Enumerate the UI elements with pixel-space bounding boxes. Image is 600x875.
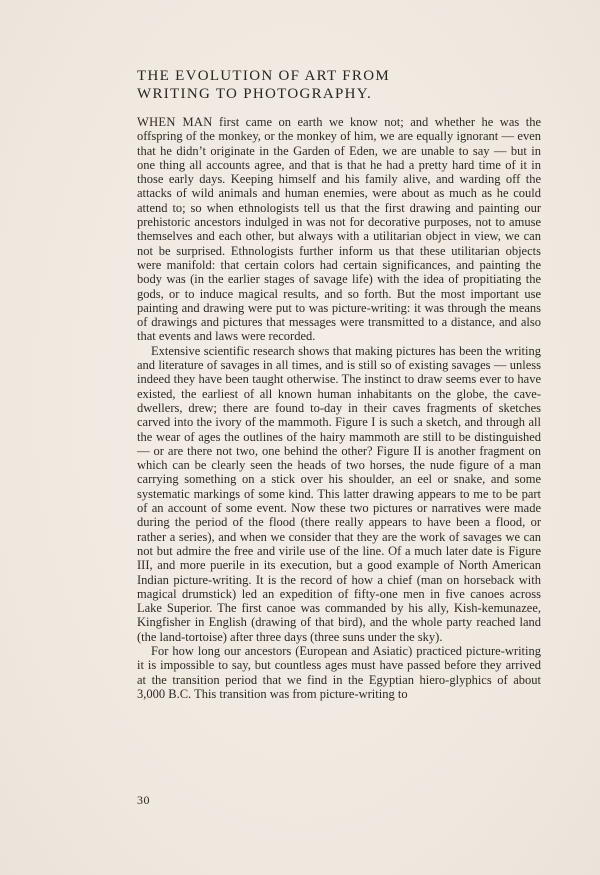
paragraph-1-lead: WHEN MAN (137, 115, 213, 129)
title-line-1: THE EVOLUTION OF ART FROM (137, 68, 390, 84)
page-title (137, 67, 541, 103)
paragraph-2: Extensive scientific research shows that making pictures has been the writing and literature of savages in all times, and is still so of existing savages — unless indeed they have been taught otherwise. The instinct to draw seems ever to have existed, the earliest of all known human inhabitants on the globe, the cave-dwellers, drew; there are found to-day in their caves fragments of sketches carved into the ivory of the mammoth. Figure I is such a sketch, and through all the wear of ages the outlines of the hairy mammoth are still to be distinguished — or are there not two, one behind the other? Figure II is another fragment on which can be clearly seen the heads of two horses, the nude figure of a man carrying something on a stick over his shoulder, an eel or snake, and some systematic markings of some kind. This latter drawing appears to me to be part of an account of some event. Now these two pictures or narratives were made during the period of the flood (there really appears to have been a flood, or rather a series), and when we consider that they are the work of savages we can not but admire the free and virile use of the line. Of a much later date is Figure III, and more puerile in its execution, but a good example of North American Indian picture-writing. It is the record of how a chief (man on horseback with magical drumstick) led an expedition of fifty-one men in five canoes across Lake Superior. The first canoe was commanded by his ally, Kish-kemunazee, Kingfisher in English (drawing of that bird), and the whole party reached land (the land-tortoise) after three days (three suns under the sky). (137, 343, 541, 644)
paragraph-3: For how long our ancestors (European and Asiatic) practiced picture-writing it is impossible to say, but countless ages must have passed before they arrived at the transition period that we find in the Egyptian hiero-glyphics of about 3,000 B.C. This transition was from picture-writing to (137, 643, 541, 701)
text-column (137, 67, 541, 701)
title-line-2: WRITING TO PHOTOGRAPHY. (137, 86, 373, 102)
paragraph-1 (137, 115, 541, 344)
page-number: 30 (137, 793, 150, 807)
paragraph-1-body: first came on earth we know not; and whether he was the offspring of the monkey, or the monkey of him, we are equally ignorant — even that he didn’t originate in the Garden of Eden, we are unable to say — but in one thing all accounts agree, and that is that he had a pretty hard time of it in those early days. Keeping himself and his family alive, and warding off the attacks of wild animals and human enemies, were about as much as he could attend to; so when ethnologists tell us that the first drawing and painting our prehistoric ancestors indulged in was not for decorative purposes, not to amuse themselves and each other, but always with a utilitarian object in view, we can not be surprised. Ethnologists further inform us that these utilitarian objects were manifold: that certain colors had certain significances, and painting the body was (in the earlier stages of savage life) with the idea of propitiating the gods, or to induce magical results, and so forth. But the most important use painting and drawing were put to was picture-writing: it was through the means of drawings and pictures that messages were transmitted to a distance, and also that events and laws were recorded. (137, 115, 541, 344)
